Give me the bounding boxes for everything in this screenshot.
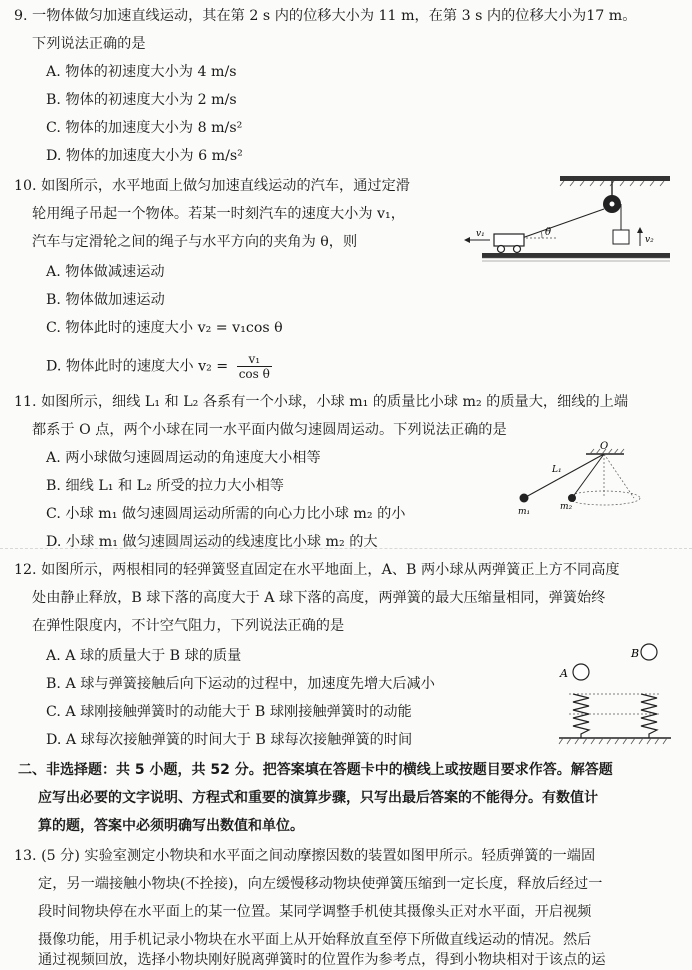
angle-arc	[541, 231, 542, 238]
q13-line4: 摄像功能，用手机记录小物块在水平面上从开始释放直至停下所做直线运动的情况。然后	[38, 932, 592, 948]
section2-line3: 算的题，答案中必须明确写出数值和单位。	[38, 818, 304, 834]
spring-b	[641, 694, 657, 738]
v1-label: v₁	[476, 229, 485, 239]
q10-option-d-fraction	[237, 352, 272, 381]
q13-line3: 段时间物块停在水平面上的某一位置。某同学调整手机使其摄像头正对水平面，开启视频	[38, 904, 592, 920]
ball-a	[573, 664, 589, 680]
fraction-denominator: cos θ	[238, 367, 270, 381]
l1-label: L₁	[552, 465, 562, 475]
section2-line2: 应写出必要的文字说明、方程式和重要的演算步骤，只写出最后答案的不能得分。有数值计	[38, 790, 598, 806]
q12-stem-line1: 12. 如图所示，两根相同的轻弹簧竖直固定在水平地面上，A、B 两小球从两弹簧正上方不同高度	[14, 562, 620, 578]
page-fold-divider	[0, 548, 692, 549]
q12-option-a: A. A 球的质量大于 B 球的质量	[46, 648, 242, 664]
q13-line2: 定，另一端接触小物块(不拴接)，向左缓慢移动物块使弹簧压缩到一定长度，释放后经过一	[38, 876, 603, 892]
ball-m2	[568, 494, 576, 502]
ground-bar	[482, 253, 670, 258]
fraction-numerator: v₁	[237, 352, 272, 367]
pulley-axle	[610, 202, 615, 207]
car-wheel-rear	[498, 246, 505, 253]
car-body	[494, 234, 524, 246]
spring-a	[573, 694, 589, 738]
q11-option-c: C. 小球 m₁ 做匀速圆周运动所需的向心力比小球 m₂ 的小	[46, 506, 406, 522]
ball-b	[641, 644, 657, 660]
q12-option-b: B. A 球与弹簧接触后向下运动的过程中，加速度先增大后减小	[46, 676, 435, 692]
q12-stem-line3: 在弹性限度内，不计空气阻力，下列说法正确的是	[32, 618, 345, 634]
ball-m1	[520, 494, 529, 503]
conical-pendulum-figure	[510, 440, 660, 522]
q11-option-b: B. 细线 L₁ 和 L₂ 所受的拉力大小相等	[46, 478, 284, 494]
q9-option-a: A. 物体的初速度大小为 4 m/s	[46, 64, 237, 80]
q9-option-d: D. 物体的加速度大小为 6 m/s²	[46, 148, 243, 164]
q12-stem-line2: 处由静止释放，B 球下落的高度大于 A 球下落的高度，两弹簧的最大压缩量相同，弹簧始终	[32, 590, 606, 606]
q13-line5: 通过视频回放，选择小物块刚好脱离弹簧时的位置作为参考点，得到小物块相对于该点的运	[38, 952, 606, 968]
q10-option-b: B. 物体做加速运动	[46, 292, 165, 308]
q12-option-c: C. A 球刚接触弹簧时的动能大于 B 球刚接触弹簧时的动能	[46, 704, 412, 720]
q11-stem-line2: 都系于 O 点，两个小球在同一水平面内做匀速圆周运动。下列说法正确的是	[32, 422, 507, 438]
car-pulley-figure	[462, 174, 674, 270]
v2-arrowhead	[637, 227, 643, 233]
q13-line1: 13. (5 分) 实验室测定小物块和水平面之间动摩擦因数的装置如图甲所示。轻质弹簧的一端固	[14, 848, 596, 864]
rope-to-car	[522, 209, 604, 238]
q10-option-d	[46, 352, 272, 381]
ground-hatch-lines	[559, 738, 667, 744]
q10-option-a: A. 物体做减速运动	[46, 264, 165, 280]
q11-option-a: A. 两小球做匀速圆周运动的角速度大小相等	[46, 450, 321, 466]
q9-stem-line1: 9. 一物体做匀加速直线运动，其在第 2 s 内的位移大小为 11 m，在第 3 s 内的位移大小为17 m。	[14, 8, 637, 24]
q9-option-b: B. 物体的初速度大小为 2 m/s	[46, 92, 237, 108]
q10-stem-line1: 10. 如图所示，水平地面上做匀加速直线运动的汽车，通过定滑	[14, 178, 410, 194]
point-o-label: O	[600, 441, 609, 452]
car-wheel-front	[514, 246, 521, 253]
section2-line1: 二、非选择题：共 5 小题，共 52 分。把答案填在答题卡中的横线上或按题目要求作答。解答题	[18, 762, 613, 778]
q10-stem-line2: 轮用绳子吊起一个物体。若某一时刻汽车的速度大小为 v₁，	[32, 206, 405, 222]
m2-label: m₂	[560, 502, 573, 512]
ball-a-label: A	[560, 667, 568, 680]
hanging-block	[613, 230, 629, 244]
ground-hatch	[482, 258, 670, 261]
m1-label: m₁	[518, 507, 531, 517]
q11-stem-line1: 11. 如图所示，细线 L₁ 和 L₂ 各系有一个小球，小球 m₁ 的质量比小球 m₂ 的质量大，细线的上端	[14, 394, 629, 410]
v2-label: v₂	[645, 235, 654, 245]
springs-figure	[555, 636, 675, 748]
q10-stem-line3: 汽车与定滑轮之间的绳子与水平方向的夹角为 θ，则	[32, 234, 358, 250]
q10-option-c: C. 物体此时的速度大小 v₂ = v₁cos θ	[46, 320, 283, 336]
v1-arrowhead	[464, 237, 470, 243]
q10-option-d-prefix: D. 物体此时的速度大小 v₂ =	[46, 358, 229, 375]
ceiling-bar	[560, 176, 670, 181]
q11-option-d: D. 小球 m₁ 做匀速圆周运动的线速度比小球 m₂ 的大	[46, 534, 378, 550]
ball-b-label: B	[631, 647, 640, 660]
q9-stem-line2: 下列说法正确的是	[32, 36, 146, 52]
theta-label: θ	[545, 227, 552, 238]
q9-option-c: C. 物体的加速度大小为 8 m/s²	[46, 120, 243, 136]
q12-option-d: D. A 球每次接触弹簧的时间大于 B 球每次接触弹簧的时间	[46, 732, 413, 748]
